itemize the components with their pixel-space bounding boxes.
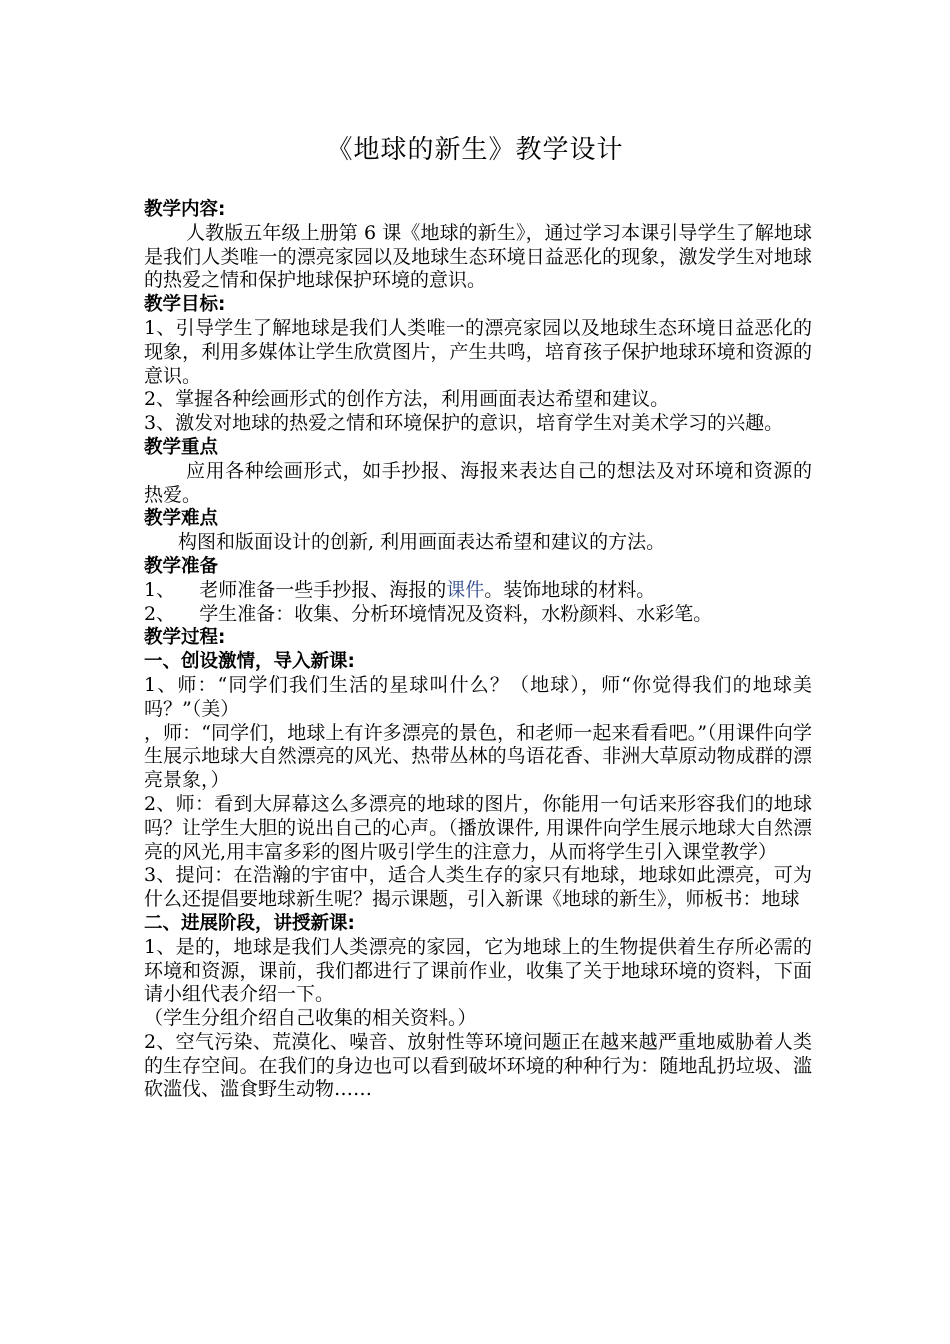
content-paragraph: 人教版五年级上册第 6 课《地球的新生》，通过学习本课引导学生了解地球是我们人类唯一的漂亮家园以及地球生态环境日益恶化的现象，激发学生对地球的热爱之情和保护地球保护环境的意识。 <box>144 221 812 292</box>
document-title: 《地球的新生》教学设计 <box>326 135 624 165</box>
preparation-number: 1、 <box>144 578 176 601</box>
difficulties-paragraph: 构图和版面设计的创新, 利用画面表达希望和建议的方法。 <box>178 531 666 554</box>
section-heading-process: 教学过程: <box>144 627 226 649</box>
preparation-text: 老师准备一些手抄报、海报的 <box>199 578 447 601</box>
stage-paragraph: 3、提问：在浩瀚的宇宙中，适合人类生存的家只有地球，地球如此漂亮，可为什么还提倡要地球新生呢？揭示课题，引入新课《地球的新生》，师板书：地球 <box>144 864 812 911</box>
preparation-text: 。装饰地球的材料。 <box>484 578 656 601</box>
stage-heading: 二、进展阶段，讲授新课: <box>144 912 355 934</box>
section-heading-difficulties: 教学难点 <box>144 508 219 530</box>
courseware-link[interactable]: 课件 <box>446 578 485 601</box>
section-heading-goals: 教学目标: <box>144 294 226 316</box>
stage-paragraph: （学生分组介绍自己收集的相关资料。） <box>144 1007 477 1030</box>
preparation-item <box>144 579 812 603</box>
section-heading-content: 教学内容: <box>144 199 226 220</box>
key-points-paragraph: 应用各种绘画形式，如手抄报、海报来表达自己的想法及对环境和资源的热爱。 <box>144 459 812 506</box>
preparation-number: 2、 <box>144 602 176 625</box>
preparation-item <box>144 603 812 627</box>
goal-item: 2、掌握各种绘画形式的创作方法，利用画面表达希望和建议。 <box>144 388 670 411</box>
stage-paragraph: 2、空气污染、荒漠化、噪音、放射性等环境问题正在越来越严重地威胁着人类的生存空间。在我们的身边也可以看到破坏环境的种种行为：随地乱扔垃圾、滥砍滥伐、滥食野生动物…… <box>144 1030 812 1101</box>
stage-paragraph: 2、师：看到大屏幕这么多漂亮的地球的图片，你能用一句话来形容我们的地球吗？让学生大胆的说出自己的心声。（播放课件, 用课件向学生展示地球大自然漂亮的风光,用丰富多彩的图片吸引学生的注意力，从而将学生引入课堂教学） <box>144 792 812 863</box>
document-body <box>144 198 812 1102</box>
stage-paragraph: 1、师：“同学们我们生活的星球叫什么？（地球），师“你觉得我们的地球美吗？”（美） <box>144 673 812 720</box>
stage-paragraph: ，师：“同学们，地球上有许多漂亮的景色，和老师一起来看看吧。”（用课件向学生展示地球大自然漂亮的风光、热带丛林的鸟语花香、非洲大草原动物成群的漂亮景象，） <box>144 721 812 792</box>
section-heading-key-points: 教学重点 <box>144 436 219 458</box>
section-heading-preparation: 教学准备 <box>144 555 219 577</box>
stage-paragraph: 1、是的，地球是我们人类漂亮的家园，它为地球上的生物提供着生存所必需的环境和资源，课前，我们都进行了课前作业，收集了关于地球环境的资料，下面请小组代表介绍一下。 <box>144 935 812 1006</box>
preparation-text: 学生准备：收集、分析环境情况及资料，水粉颜料、水彩笔。 <box>199 602 713 625</box>
goal-item: 1、引导学生了解地球是我们人类唯一的漂亮家园以及地球生态环境日益恶化的现象，利用多媒体让学生欣赏图片，产生共鸣，培育孩子保护地球环境和资源的意识。 <box>144 316 812 387</box>
stage-heading: 一、创设激情，导入新课: <box>144 651 355 673</box>
goal-item: 3、激发对地球的热爱之情和环境保护的意识，培育学生对美术学习的兴趣。 <box>144 412 784 435</box>
